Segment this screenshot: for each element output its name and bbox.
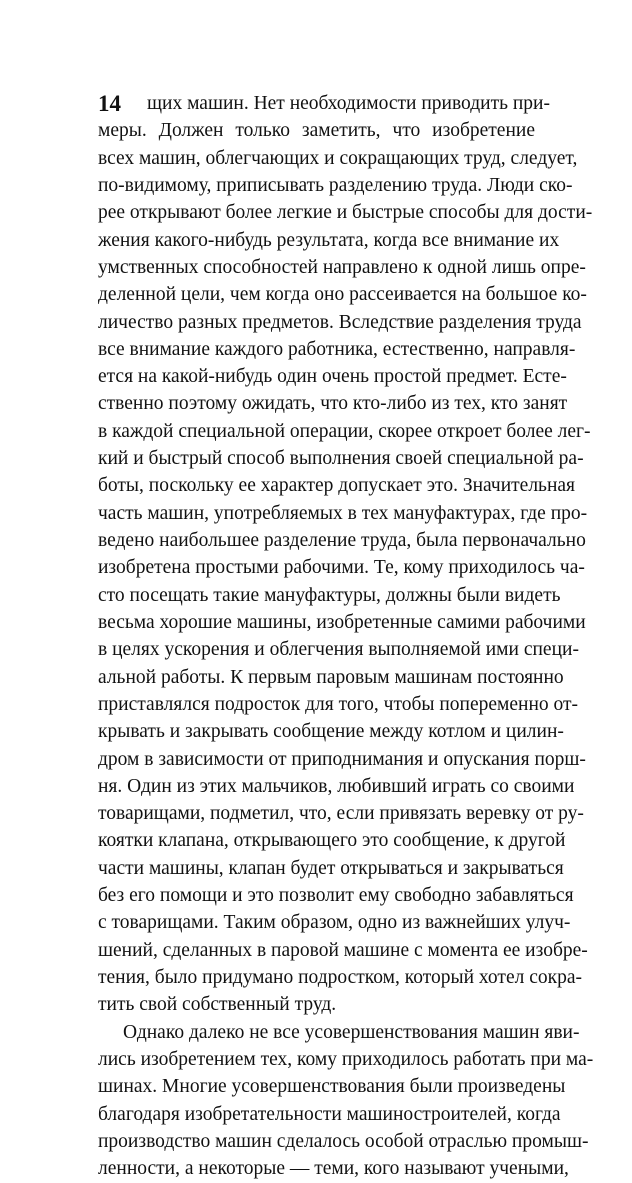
text-line: в каждой специальной операции, скорее откроет более лег- <box>98 420 591 442</box>
text-line: благодаря изобретательности машиностроителей, когда <box>98 1103 561 1125</box>
text-line: шинах. Многие усовершенствования были произведены <box>98 1076 566 1098</box>
text-line: изобретена простыми рабочими. Те, кому приходилось ча- <box>98 557 585 579</box>
text-line: коятки клапана, открывающего это сообщение, к другой <box>98 830 566 852</box>
text-line: ленности, а некоторые — теми, кого называют учеными, <box>98 1158 569 1180</box>
page-number: 14 <box>98 91 121 116</box>
text-line: умственных способностей направлено к одной лишь опре- <box>98 256 586 278</box>
text-line: кий и быстрый способ выполнения своей специальной ра- <box>98 448 584 470</box>
text-line: ня. Один из этих мальчиков, любивший играть со своими <box>98 775 575 797</box>
text-line: весьма хорошие машины, изобретенные самими рабочими <box>98 611 586 633</box>
text-line: дром в зависимости от приподнимания и опускания порш- <box>98 748 586 770</box>
text-line: деленной цели, чем когда оно рассеивается на большое ко- <box>98 284 587 306</box>
text-line: личество разных предметов. Вследствие разделения труда <box>98 311 582 333</box>
paragraph <box>98 90 593 1019</box>
paragraph <box>98 1019 594 1183</box>
text-line: части машины, клапан будет открываться и закрываться <box>98 857 564 879</box>
text-line: в целях ускорения и облегчения выполняемой ими специ- <box>98 639 579 661</box>
text-line: ется на какой-нибудь один очень простой предмет. Есте- <box>98 366 567 388</box>
text-line: часть машин, употребляемых в тех мануфактурах, где про- <box>98 502 588 524</box>
text-line: лись изобретением тех, кому приходилось работать при ма- <box>98 1048 594 1070</box>
text-line: жения какого-нибудь результата, когда все внимание их <box>98 229 560 251</box>
text-line: щих машин. Нет необходимости приводить при- <box>147 93 550 114</box>
text-line: рее открывают более легкие и быстрые способы для дости- <box>98 202 593 224</box>
text-line: шений, сделанных в паровой машине с момента ее изобре- <box>98 939 588 961</box>
text-line: крывать и закрывать сообщение между котлом и цилин- <box>98 721 564 743</box>
text-line: боты, поскольку ее характер допускает это. Значительная <box>98 475 576 497</box>
text-line: по-видимому, приписывать разделению труда. Люди ско- <box>98 174 573 196</box>
text-line: тить свой собственный труд. <box>98 994 337 1016</box>
text-line: меры. Должен только заметить, что изобретение <box>98 120 535 142</box>
text-line: альной работы. К первым паровым машинам постоянно <box>98 666 564 688</box>
text-line: тения, было придумано подростком, который хотел сокра- <box>98 967 582 988</box>
text-line: ственно поэтому ожидать, что кто-либо из тех, кто занят <box>98 393 568 415</box>
text-line: все внимание каждого работника, естественно, направля- <box>98 338 576 360</box>
text-line: всех машин, облегчающих и сокращающих труд, следует, <box>98 147 578 169</box>
text-line: приставлялся подросток для того, чтобы попеременно от- <box>98 693 579 715</box>
text-line: без его помощи и это позволит ему свободно забавляться <box>98 885 574 907</box>
text-line: ведено наибольшее разделение труда, была первоначально <box>98 530 586 551</box>
text-line: Однако далеко не все усовершенствования машин яви- <box>123 1021 580 1043</box>
text-line: производство машин сделалось особой отраслью промыш- <box>98 1130 589 1152</box>
text-line: товарищами, подметил, что, если привязать веревку от ру- <box>98 803 584 825</box>
body-text <box>98 90 594 1183</box>
text-line: с товарищами. Таким образом, одно из важнейших улуч- <box>98 912 571 934</box>
text-line: сто посещать такие мануфактуры, должны были видеть <box>98 584 561 606</box>
